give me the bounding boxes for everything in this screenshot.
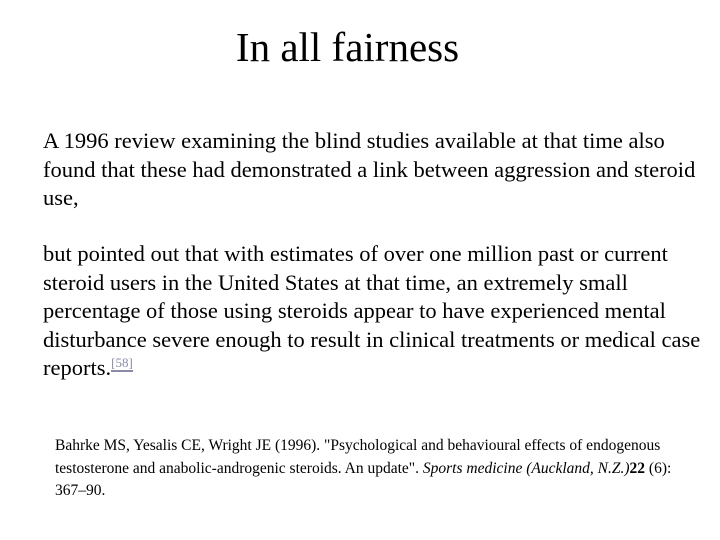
body-paragraph-2 — [43, 240, 715, 383]
reference-pages: (6): 367–90. — [55, 459, 672, 499]
reference-volume: 22 — [629, 459, 646, 477]
citation-link[interactable]: [58] — [111, 354, 133, 370]
slide-title: In all fairness — [235, 24, 460, 70]
body-paragraph-1: A 1996 review examining the blind studies available at that time also found that these had demonstrated a link between aggression and steroid use, — [43, 128, 696, 210]
reference-authors-title: Bahrke MS, Yesalis CE, Wright JE (1996). "Psychological and behavioural effects of endogenous testosterone and anabolic-androgenic steroids. An update". — [55, 437, 661, 477]
reference-citation — [55, 435, 705, 503]
reference-journal: Sports medicine (Auckland, N.Z.) — [422, 459, 630, 477]
body-paragraph-2-text: but pointed out that with estimates of over one million past or current steroid users in the United States at that time, an extremely small percentage of those using steroids appear to have experienced mental disturbance severe enough to result in clinical treatments or medical case reports. — [43, 241, 701, 380]
